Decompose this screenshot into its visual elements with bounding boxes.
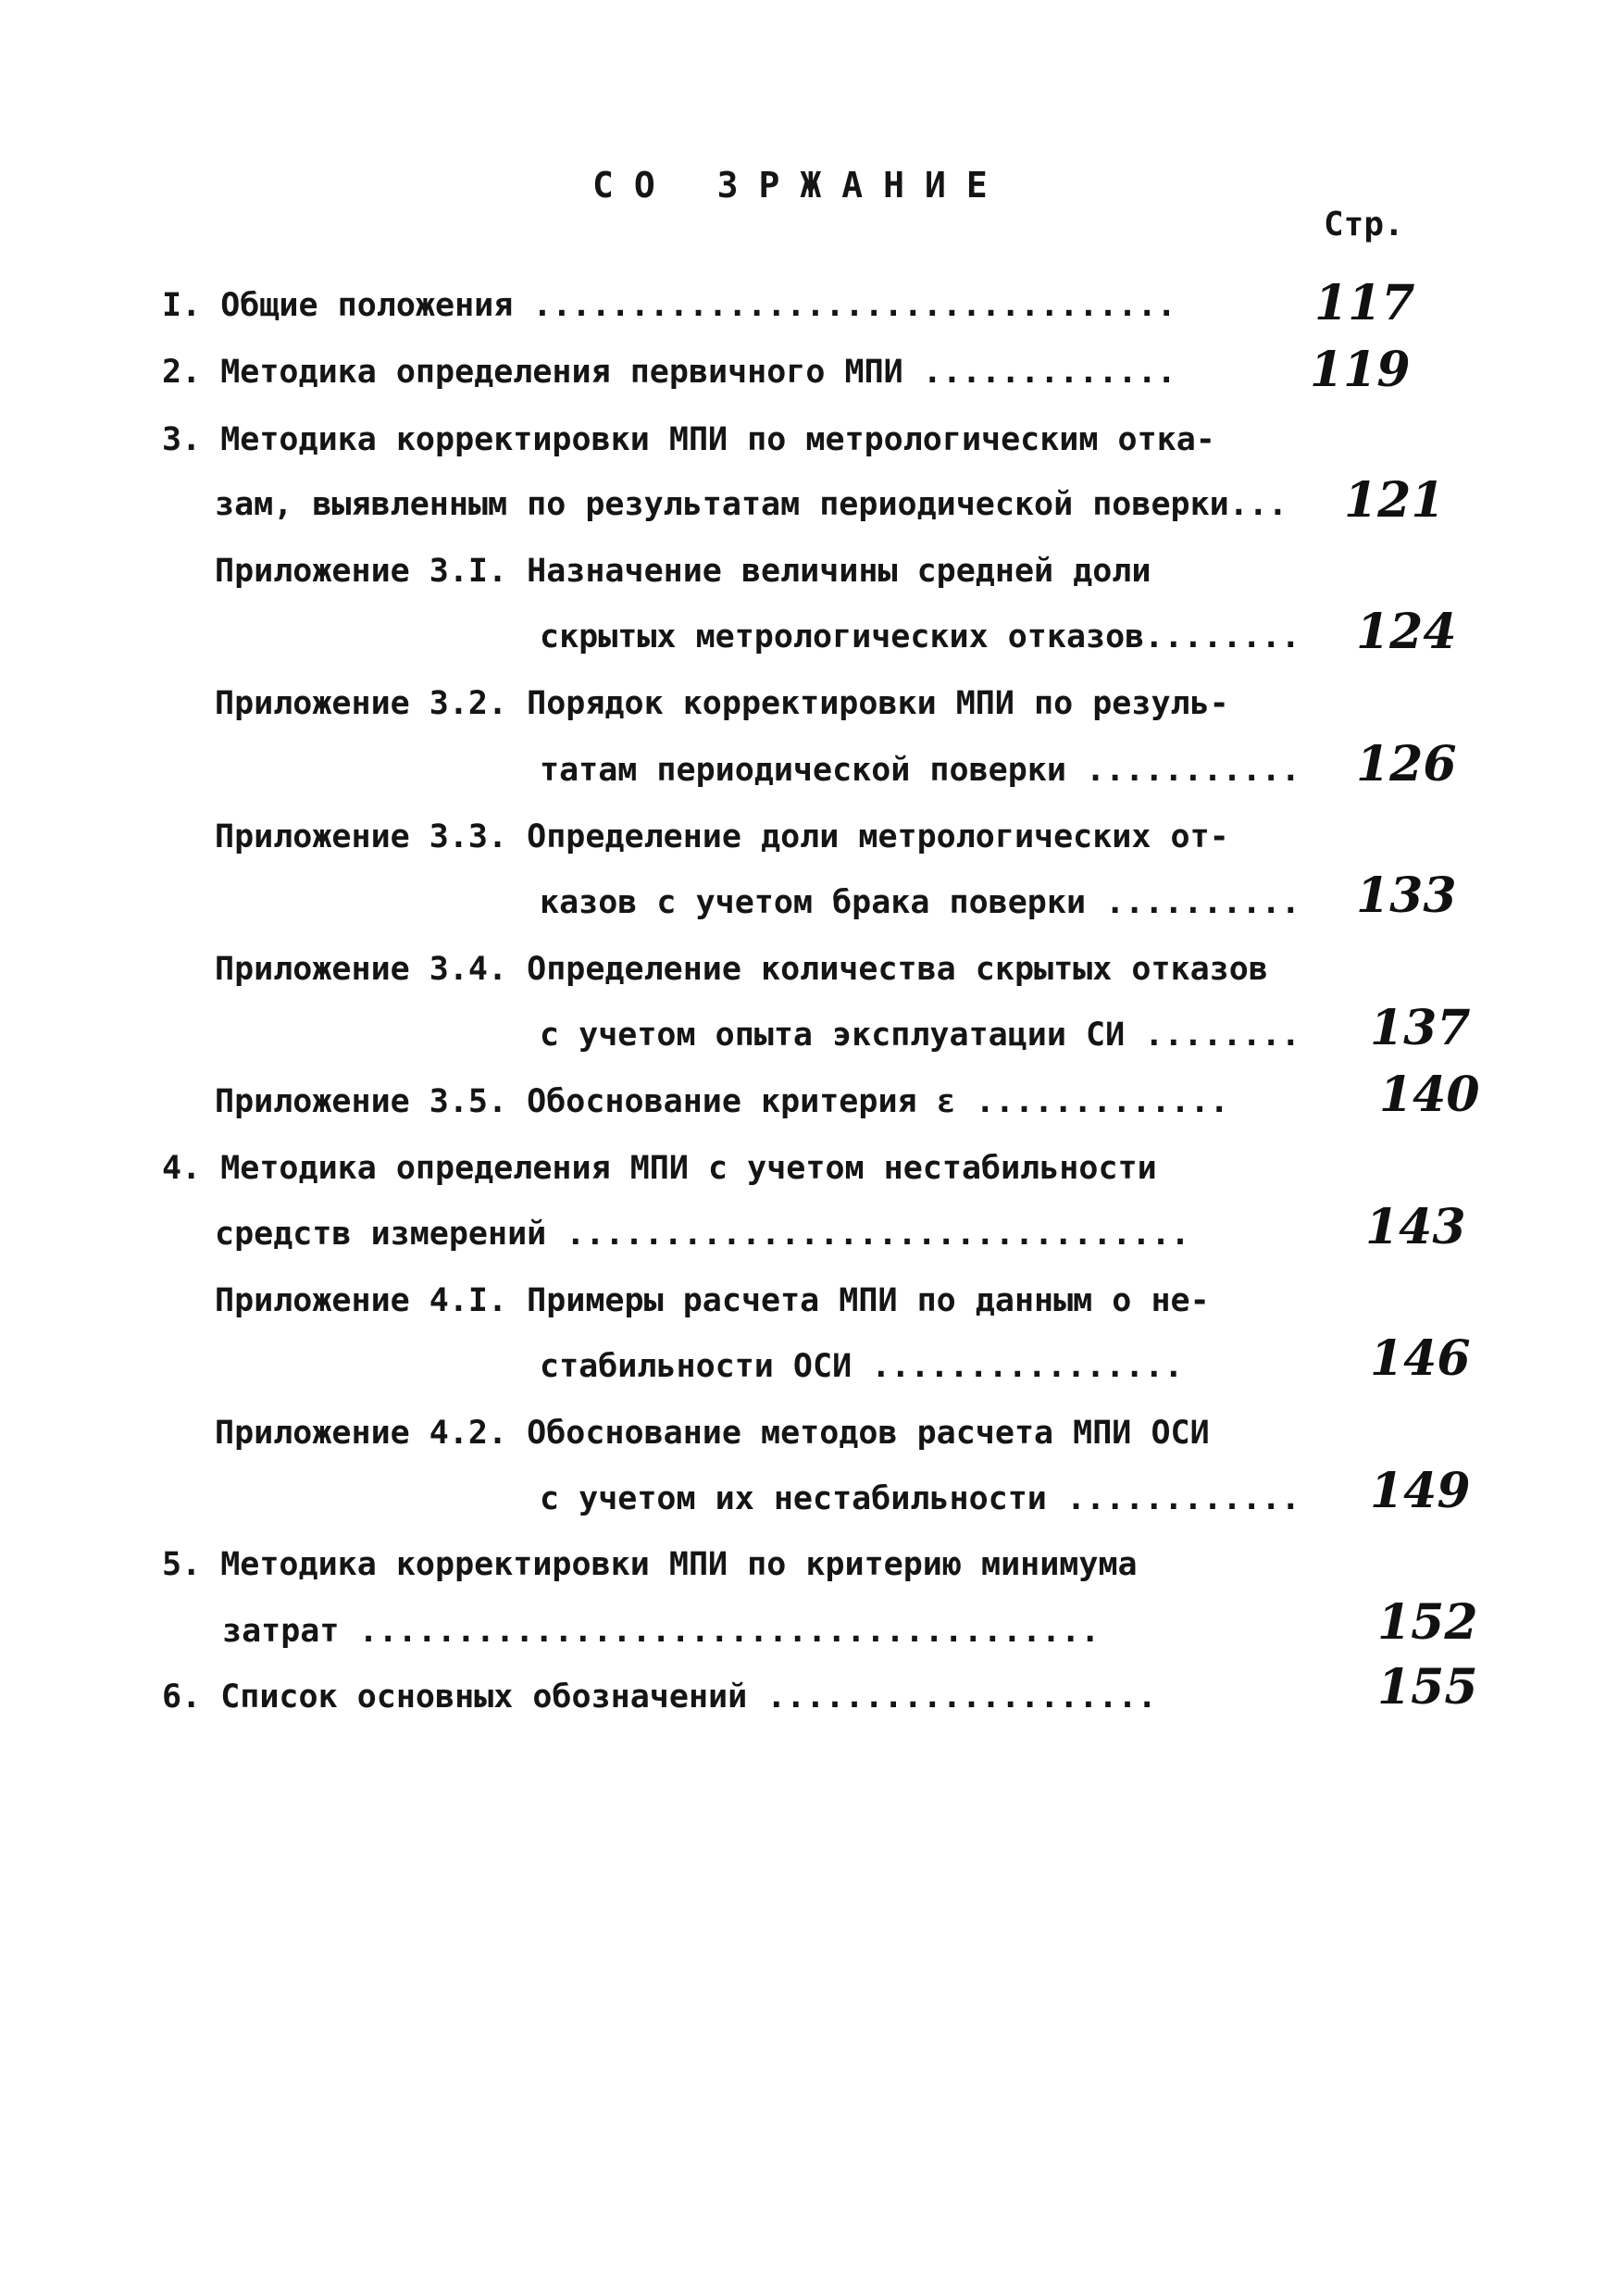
- toc-page-number: 155: [1377, 1659, 1478, 1716]
- toc-line: с учетом опыта эксплуатации СИ ........: [540, 1017, 1301, 1054]
- toc-line: 4. Методика определения МПИ с учетом нестабильности: [162, 1150, 1157, 1187]
- toc-page-number: 137: [1370, 1000, 1471, 1056]
- toc-line: 6. Список основных обозначений ....................: [162, 1678, 1157, 1716]
- toc-line: I. Общие положения .................................: [162, 287, 1176, 324]
- toc-page-number: 143: [1365, 1199, 1466, 1255]
- toc-line: средств измерений ................................: [215, 1216, 1190, 1253]
- page-title: СО ЗРЖАНИЕ: [592, 165, 1008, 206]
- toc-line: Приложение 4.2. Обоснование методов расчета МПИ ОСИ: [215, 1415, 1210, 1452]
- toc-page-number: 119: [1310, 342, 1411, 398]
- toc-line: Приложение 3.2. Порядок корректировки МПИ по резуль-: [215, 685, 1229, 722]
- toc-page-number: 121: [1344, 472, 1445, 529]
- toc-line: затрат ......................................: [222, 1613, 1101, 1650]
- toc-line: Приложение 4.I. Примеры расчета МПИ по данным о не-: [215, 1282, 1210, 1319]
- toc-line: зам, выявленным по результатам периодической поверки...: [215, 486, 1288, 523]
- toc-line: Приложение 3.3. Определение доли метрологических от-: [215, 818, 1229, 855]
- page-column-label: Стр.: [1324, 206, 1404, 243]
- toc-page-number: 146: [1370, 1330, 1471, 1387]
- toc-line: 2. Методика определения первичного МПИ .............: [162, 354, 1176, 391]
- toc-page-number: 133: [1356, 867, 1457, 924]
- toc-line: Приложение 3.I. Назначение величины средней доли: [215, 553, 1151, 590]
- toc-page-number: 126: [1356, 736, 1457, 792]
- toc-line: казов с учетом брака поверки ..........: [540, 884, 1301, 921]
- toc-line: 5. Методика корректировки МПИ по критерию минимума: [162, 1546, 1138, 1583]
- toc-line: с учетом их нестабильности ............: [540, 1480, 1301, 1517]
- toc-page-number: 149: [1370, 1463, 1471, 1519]
- toc-line: скрытых метрологических отказов........: [540, 618, 1301, 655]
- toc-line: татам периодической поверки ...........: [540, 752, 1301, 789]
- toc-line: 3. Методика корректировки МПИ по метрологическим отка-: [162, 421, 1215, 458]
- toc-page-number: 117: [1314, 275, 1415, 331]
- toc-line: Приложение 3.5. Обоснование критерия ε .............: [215, 1083, 1229, 1120]
- toc-line: стабильности ОСИ ................: [540, 1348, 1184, 1385]
- toc-line: Приложение 3.4. Определение количества скрытых отказов: [215, 951, 1268, 988]
- toc-page-number: 124: [1356, 604, 1457, 660]
- toc-page-number: 152: [1377, 1594, 1478, 1651]
- toc-page-number: 140: [1379, 1067, 1480, 1123]
